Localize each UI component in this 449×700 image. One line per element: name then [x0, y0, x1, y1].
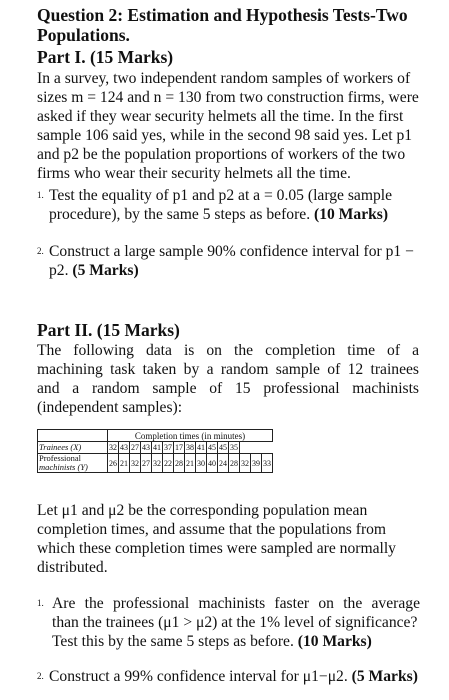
- let-text-line1: Let μ1 and μ2 be the corresponding population mean: [37, 502, 368, 519]
- part2-text-line3: and a random sample of 15 professional machinists: [37, 380, 419, 397]
- completion-times-table: [37, 429, 273, 473]
- part1-text-line2: sizes m = 124 and n = 130 from two construction firms, were: [37, 89, 419, 106]
- p2q1-line2: than the trainees (μ1 > μ2) at the 1% level of significance?: [52, 614, 418, 631]
- table-cell: 39: [251, 454, 262, 473]
- part1-text-line6: firms who wear their security helmets all the time.: [37, 165, 351, 182]
- table-cell: 28: [174, 454, 185, 473]
- let-text-line3: which these completion times were sampled are normally: [37, 540, 396, 557]
- table-cell: 21: [185, 454, 196, 473]
- table-row-machinists: [38, 454, 273, 473]
- row-label-trainees: Trainees (X): [38, 442, 108, 454]
- part2-text-line4: (independent samples):: [37, 399, 183, 416]
- table-cell: 32: [152, 454, 163, 473]
- table-corner-cell: [38, 430, 108, 442]
- row-label-machinists: [38, 454, 108, 473]
- table-row-trainees: [38, 442, 273, 454]
- let-text-line2: completion times, and assume that the populations from: [37, 521, 387, 538]
- q1-marks: (10 Marks): [314, 206, 389, 223]
- table-cell: 38: [186, 443, 194, 452]
- table-cell: 43: [142, 443, 150, 452]
- p2q2-marks: (5 Marks): [351, 668, 418, 685]
- p2q2-line: [49, 667, 418, 686]
- q1-line1: Test the equality of p1 and p2 at a = 0.05 (large sample: [49, 187, 393, 204]
- q2-marks: (5 Marks): [72, 262, 139, 279]
- table-cell: 45: [219, 443, 227, 452]
- table-header-row: [38, 430, 273, 442]
- table-cell: 32: [240, 454, 251, 473]
- part1-text-line1: In a survey, two independent random samples of workers of: [37, 70, 411, 87]
- part2-heading: Part II. (15 Marks): [37, 320, 180, 340]
- q2-line1: Construct a large sample 90% confidence interval for p1 −: [49, 243, 414, 260]
- p2q1-line3-text: Test this by the same 5 steps as before.: [52, 633, 298, 650]
- part1-text-line5: and p2 be the population proportions of workers of the two: [37, 146, 406, 163]
- table-header: Completion times (in minutes): [108, 430, 273, 442]
- table-cell: 37: [164, 443, 172, 452]
- table-cell: 41: [153, 443, 161, 452]
- part1-text-line4: sample 106 said yes, while in the second 98 said yes. Let p1: [37, 127, 413, 144]
- table-cell: 32: [109, 443, 117, 452]
- p2q1-marks: (10 Marks): [297, 633, 372, 650]
- q1-number: 1.: [37, 190, 44, 200]
- table-cell: 41: [197, 443, 205, 452]
- let-text-line4: distributed.: [37, 559, 108, 576]
- part1-text-line3: asked if they wear security helmets all the time. In the first: [37, 108, 404, 125]
- table-cell: 28: [229, 454, 240, 473]
- table-cell: 24: [218, 454, 229, 473]
- empty-cell: [251, 442, 262, 454]
- table-cell: 35: [230, 443, 238, 452]
- table-cell: 33: [262, 454, 273, 473]
- p2q2-text: Construct a 99% confidence interval for μ1−μ2.: [49, 668, 352, 685]
- q1-line2: [49, 205, 388, 224]
- part1-heading: Part I. (15 Marks): [37, 47, 174, 67]
- row-label-machinists-line2: machinists (Y): [39, 462, 88, 472]
- table-cell: 32: [130, 454, 141, 473]
- question-title-line1: Question 2: Estimation and Hypothesis Tests-Two: [37, 5, 408, 25]
- table-cell: 27: [131, 443, 139, 452]
- q2-number: 2.: [37, 246, 44, 256]
- table-cell: 43: [120, 443, 128, 452]
- table-cell: 17: [175, 443, 183, 452]
- p2q1-number: 1.: [37, 598, 44, 608]
- table-cell: 30: [196, 454, 207, 473]
- part2-text-line1: The following data is on the completion time of a: [37, 342, 419, 359]
- q1-line2-text: procedure), by the same 5 steps as before.: [49, 206, 314, 223]
- empty-cell: [262, 442, 273, 454]
- table-cell: 21: [119, 454, 130, 473]
- p2q1-line3: [52, 632, 372, 651]
- empty-cell: [240, 442, 251, 454]
- part2-text-line2: machining task taken by a random sample of 12 trainees: [37, 361, 419, 378]
- table-cell: 40: [207, 454, 218, 473]
- p2q2-number: 2.: [37, 671, 44, 681]
- q2-line2: [49, 261, 139, 280]
- table-cell: 27: [141, 454, 152, 473]
- table-cell: 26: [108, 454, 119, 473]
- question-title-line2: Populations.: [37, 25, 130, 45]
- q2-line2-text: p2.: [49, 262, 73, 279]
- table-cell: 45: [208, 443, 216, 452]
- row-label-machinists-line1: Professional: [39, 453, 82, 463]
- p2q1-line1: Are the professional machinists faster on the average: [52, 595, 420, 612]
- table-cell: 22: [163, 454, 174, 473]
